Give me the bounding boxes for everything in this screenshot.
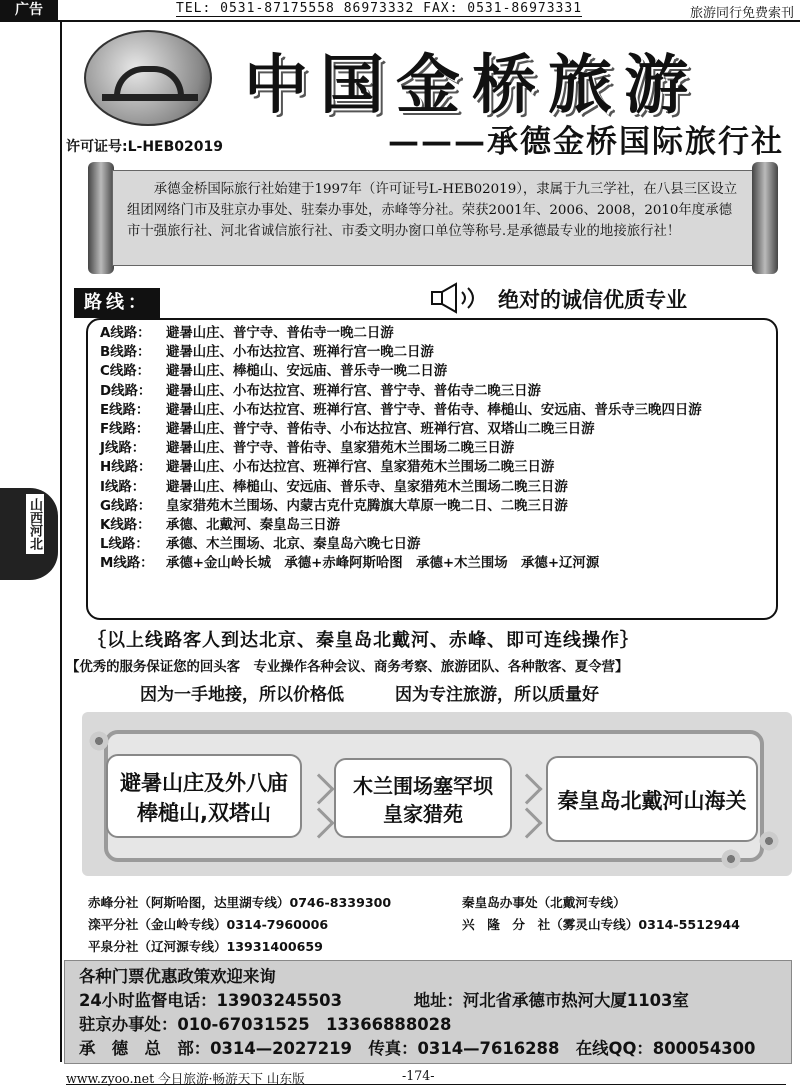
flower-icon xyxy=(758,830,780,852)
bridge-logo-icon xyxy=(84,30,212,126)
route-item: C线路： 避暑山庄、棒槌山、安远庙、普乐寺一晚二日游 xyxy=(100,364,448,380)
ticket-policy: 各种门票优惠政策欢迎来询 xyxy=(79,967,276,986)
top-right-text: 旅游同行免费索刊 xyxy=(689,6,794,21)
region-label: 山西河北 xyxy=(26,494,44,554)
connection-note: ｛以上线路客人到达北京、秦皇岛北戴河、赤峰、即可连线操作｝ xyxy=(88,630,639,651)
price-quality-note: 因为一手地接，所以价格低 因为专注旅游，所以质量好 xyxy=(140,685,599,705)
service-note: 【优秀的服务保证您的回头客 专业操作各种会议、商务考察、旅游团队、各种散客、夏令营】 xyxy=(66,660,629,675)
branch-pingquan: 平泉分社（辽河源专线）13931400659 xyxy=(88,939,323,954)
scroll-rod-left xyxy=(88,162,114,274)
ad-label: 广告 xyxy=(0,0,58,20)
route-item: I线路： 避暑山庄、棒槌山、安远庙、普乐寺、皇家猎苑木兰围场二晚三日游 xyxy=(100,479,568,495)
hotline: 24小时监督电话：13903245503 xyxy=(79,991,342,1010)
route-item: H线路： 避暑山庄、小布达拉宫、班禅行宫、皇家猎苑木兰围场二晚三日游 xyxy=(100,460,555,476)
contact-panel xyxy=(64,960,792,1064)
footer-rule xyxy=(66,1084,786,1085)
tel-fax-line: TEL: 0531-87175558 86973332 FAX: 0531-86973331 xyxy=(176,1,583,16)
slogan: 绝对的诚信优质专业 xyxy=(498,288,687,312)
hotline-address-row xyxy=(79,989,777,1013)
route-item: D线路： 避暑山庄、小布达拉宫、班禅行宫、普宁寺、普佑寺二晚三日游 xyxy=(100,383,541,399)
route-item: B线路： 避暑山庄、小布达拉宫、班禅行宫一晚二日游 xyxy=(100,345,434,361)
branch-xinglong: 兴 隆 分 社（雾灵山专线）0314-5512944 xyxy=(462,917,740,932)
beijing-office: 驻京办事处：010-67031525 13366888028 xyxy=(79,1015,452,1034)
region-side-tab xyxy=(0,488,58,580)
route-item: K线路： 承德、北戴河、秦皇岛三日游 xyxy=(100,518,341,534)
branch-luanping: 滦平分社（金山岭专线）0314-7960006 xyxy=(88,917,329,932)
flower-icon xyxy=(720,848,742,870)
destination-box-mulan: 木兰围场塞罕坝 皇家猎苑 xyxy=(334,758,512,838)
branch-qinhuangdao: 秦皇岛办事处（北戴河专线） xyxy=(462,895,626,910)
speaker-icon xyxy=(430,282,484,314)
address: 地址：河北省承德市热河大厦1103室 xyxy=(413,991,689,1010)
flower-icon xyxy=(88,730,110,752)
routes-list xyxy=(86,318,778,620)
branch-chifeng: 赤峰分社（阿斯哈图，达里湖专线）0746-8339300 xyxy=(88,895,392,910)
license-number: 许可证号:L-HEB02019 xyxy=(66,139,223,155)
route-item: F线路： 避暑山庄、普宁寺、普佑寺、小布达拉宫、班禅行宫、双塔山二晚三日游 xyxy=(100,422,595,438)
headquarters: 承 德 总 部：0314—2027219 传真：0314—7616288 在线QQ：800054300 xyxy=(79,1039,756,1058)
page-subtitle: ———承德金桥国际旅行社 xyxy=(388,124,784,160)
top-bar xyxy=(0,0,800,22)
scroll-rod-right xyxy=(752,162,778,274)
intro-text: 承德金桥国际旅行社始建于1997年（许可证号L-HEB02019），隶属于九三学社，在八县三区设立组团网络门市及驻京办事处、驻秦办事处，赤峰等分社。荣获2001年、2006、2008，2010年度承德市十强旅行社、河北省诚信旅行社、市委文明办窗口单位等称号.是承德最专业的地接旅行社！ xyxy=(112,170,754,266)
route-item: L线路： 承德、木兰围场、北京、秦皇岛六晚七日游 xyxy=(100,537,421,553)
destination-box-qinhuangdao: 秦皇岛北戴河山海关 xyxy=(546,756,758,842)
destination-box-chengde: 避暑山庄及外八庙 棒槌山,双塔山 xyxy=(106,754,302,838)
route-item: E线路： 避暑山庄、小布达拉宫、班禅行宫、普宁寺、普佑寺、棒槌山、安远庙、普乐寺三晚四日游 xyxy=(100,402,702,418)
route-item: M线路： 承德+金山岭长城 承德+赤峰阿斯哈图 承德+木兰围场 承德+辽河源 xyxy=(100,556,600,572)
footer xyxy=(66,1066,800,1086)
intro-scroll xyxy=(88,162,778,274)
routes-tag: 路线： xyxy=(74,288,160,318)
route-item: J线路： 避暑山庄、普宁寺、普佑寺、皇家猎苑木兰围场二晚三日游 xyxy=(100,441,515,457)
route-item: G线路： 皇家猎苑木兰围场、内蒙古克什克腾旗大草原一晚二日、二晚三日游 xyxy=(100,498,568,514)
route-item: A线路： 避暑山庄、普宁寺、普佑寺一晚二日游 xyxy=(100,326,394,341)
page-title: 中国金桥旅游 xyxy=(244,49,700,123)
footer-site: www.zyoo.net 今日旅游·畅游天下 山东版 xyxy=(66,1071,305,1086)
page-number: -174- xyxy=(402,1068,435,1083)
